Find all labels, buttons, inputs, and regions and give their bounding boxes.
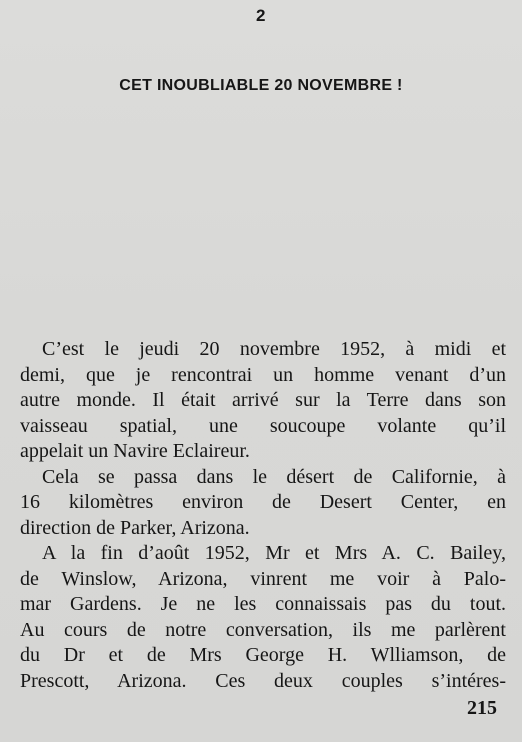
text-line: autre monde. Il était arrivé sur la Terre dans son bbox=[20, 389, 506, 411]
text-line: appelait un Navire Eclaireur. bbox=[20, 440, 250, 462]
text-line: C’est le jeudi 20 novembre 1952, à midi et bbox=[42, 338, 506, 360]
paragraph bbox=[20, 337, 506, 465]
text-line: A la fin d’août 1952, Mr et Mrs A. C. Bailey, bbox=[42, 542, 506, 564]
text-line: du Dr et de Mrs George H. Wlliamson, de bbox=[20, 644, 506, 666]
text-line: Prescott, Arizona. Ces deux couples s’intéres- bbox=[20, 669, 506, 692]
page-number: 215 bbox=[467, 697, 497, 719]
text-line: direction de Parker, Arizona. bbox=[20, 516, 250, 539]
text-line: Cela se passa dans le désert de Californie, à bbox=[42, 465, 506, 488]
paragraph bbox=[20, 465, 506, 542]
text-line: vaisseau spatial, une soucoupe volante qu’il bbox=[20, 414, 506, 437]
body-text bbox=[20, 337, 506, 694]
text-line: de Winslow, Arizona, vinrent me voir à Palo- bbox=[20, 567, 506, 590]
text-line: demi, que je rencontrai un homme venant d’un bbox=[20, 363, 506, 386]
text-line: 16 kilomètres environ de Desert Center, en bbox=[20, 491, 506, 513]
chapter-title: CET INOUBLIABLE 20 NOVEMBRE ! bbox=[119, 77, 403, 94]
paragraph bbox=[20, 541, 506, 694]
text-line: Au cours de notre conversation, ils me parlèrent bbox=[20, 618, 506, 641]
chapter-number: 2 bbox=[256, 6, 266, 25]
text-line: mar Gardens. Je ne les connaissais pas du tout. bbox=[20, 593, 506, 615]
